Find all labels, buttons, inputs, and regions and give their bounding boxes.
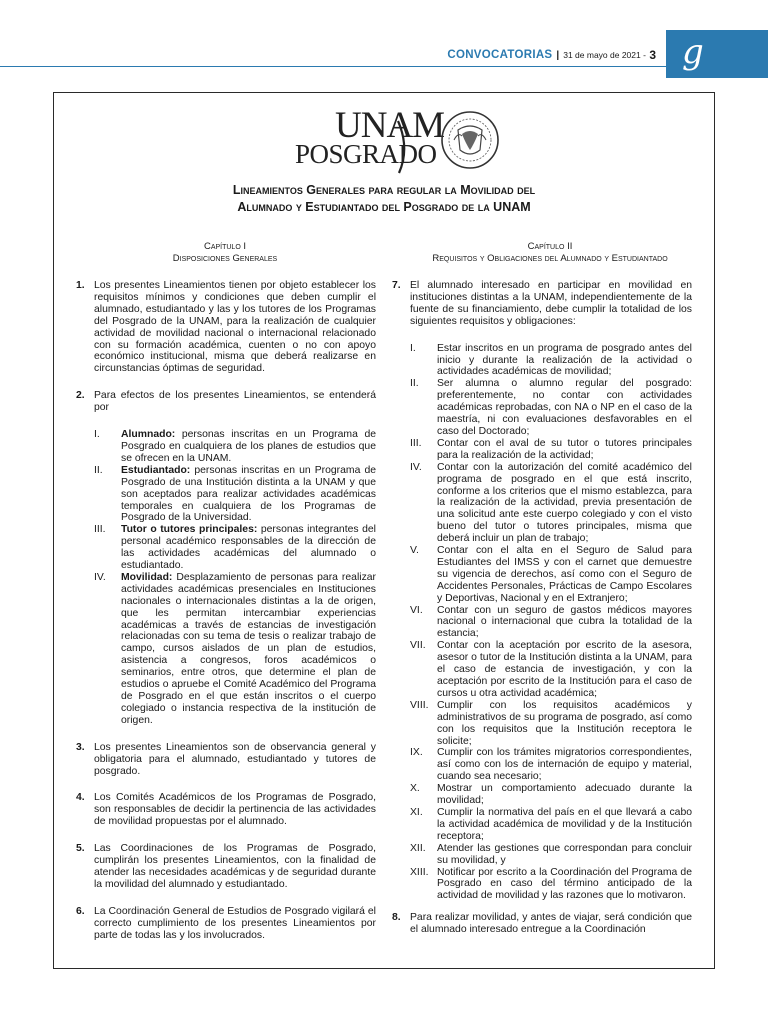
requirements-list: [410, 343, 692, 903]
requirement-item: [410, 783, 692, 807]
logo-posgrado-text: POSGRADO: [295, 139, 437, 169]
left-column: [76, 280, 376, 942]
requirement-item: [410, 462, 692, 545]
requirement-roman: XIII.: [410, 866, 429, 878]
article-text: El alumnado interesado en participar en movilidad en instituciones distintas a la UNAM, independientemente de la fuente de su financiamiento, debe cumplir la totalidad de los siguientes requisitos y obligaciones:: [410, 280, 692, 327]
requirement-text: Estar inscritos en un programa de posgrado antes del inicio y durante la realización de la actividad o actividades académicas de movilidad;: [437, 342, 692, 378]
header-dash: -: [640, 50, 649, 60]
requirement-text: Atender las gestiones que correspondan para concluir su movilidad, y: [437, 842, 692, 866]
requirement-text: Cumplir con los trámites migratorios correspondientes, así como con los de internación de equipo y material, cuando sea necesario;: [437, 747, 692, 783]
page-header: [440, 44, 656, 66]
article-4: [76, 792, 376, 828]
gaceta-logo-letter: g: [682, 32, 704, 72]
publication-date: 31 de mayo de 2021: [563, 50, 641, 60]
header-rule: [0, 66, 666, 67]
article-number: 2.: [76, 390, 85, 402]
definition-roman: IV.: [94, 571, 106, 583]
requirement-item: [410, 545, 692, 605]
requirement-item: [410, 343, 692, 379]
requirement-roman: VI.: [410, 604, 423, 616]
requirement-roman: I.: [410, 342, 416, 354]
article-text: Las Coordinaciones de los Programas de Posgrado, cumplirán los presentes Lineamientos, con la finalidad de atender las necesidades académicas y de seguridad durante la movilidad del alumnado y estudiantado.: [94, 843, 376, 890]
article-3: [76, 742, 376, 778]
article-text: Los Comités Académicos de los Programas de Posgrado, son responsables de decidir la pertinencia de las actividades de movilidad propuestas por el alumnado.: [94, 792, 376, 828]
requirement-roman: IV.: [410, 461, 422, 473]
article-8: [392, 912, 692, 936]
article-7: [392, 280, 692, 328]
article-text: Para realizar movilidad, y antes de viajar, será condición que el alumnado interesado entregue a la Coordinación: [410, 912, 692, 936]
definition-item: [94, 429, 376, 465]
article-text: Los presentes Lineamientos tienen por objeto establecer los requisitos mínimos y condiciones que deben cumplir el alumnado, estudiantado y las y los tutores de los Programas del Posgrado de la UNAM, para la realización de cualquier actividad de movilidad nacional o internacional relacionado con su formación académica, cuenten o no con apoyo económico institucional, misma que deberá realizarse en circunstancias óptimas de seguridad.: [94, 280, 376, 375]
requirement-text: Contar con el alta en el Seguro de Salud para Estudiantes del IMSS y con el carnet que demuestre su vigencia de derechos, así como con el Seguro de Accidentes Personales, Prácticas de Campo Escolares y Deportivas, Nacional y en el Extranjero;: [437, 545, 692, 604]
requirement-item: [410, 700, 692, 748]
definition-roman: III.: [94, 524, 106, 536]
chapter-1-name: Disposiciones Generales: [172, 253, 278, 264]
definition-term: Tutor o tutores principales:: [121, 524, 258, 536]
definition-term: Movilidad:: [121, 571, 173, 583]
chapter-2-name: Requisitos y Obligaciones del Alumnado y Estudiantado: [432, 253, 668, 264]
requirement-item: [410, 640, 692, 700]
requirement-text: Ser alumna o alumno regular del posgrado: preferentemente, no contar con actividades académicas reprobadas, con NA o NP en el caso de la maestría, ni con evaluaciones desfavorables en el caso del Doctorado;: [437, 378, 692, 437]
article-2: [76, 390, 376, 414]
chapter-2-label: Capítulo II: [527, 241, 573, 252]
requirement-roman: XII.: [410, 842, 426, 854]
requirement-roman: II.: [410, 378, 419, 390]
requirement-item: [410, 438, 692, 462]
requirement-text: Contar con el aval de su tutor o tutores principales para la realización de la actividad;: [437, 437, 692, 461]
definition-term: Alumnado:: [121, 429, 176, 441]
article-number: 3.: [76, 741, 85, 753]
article-1: [76, 280, 376, 375]
definition-roman: I.: [94, 429, 100, 441]
definition-text: personas integrantes del personal académico responsables de la dirección de las actividades académicas del alumnado o estudiantado.: [121, 524, 376, 572]
definitions-list: [94, 429, 376, 727]
requirement-roman: X.: [410, 783, 420, 795]
requirement-text: Notificar por escrito a la Coordinación del Programa de Posgrado en caso del término anticipado de la actividad de movilidad y las razones que lo motivaron.: [437, 866, 692, 902]
article-5: [76, 843, 376, 891]
definition-text: personas inscritas en un Programa de Posgrado de una Institución distinta a la UNAM y que son aceptados para realizar actividades académicas temporales en cualquiera de los Programas de Posgrado de la Universidad.: [121, 464, 376, 524]
article-number: 4.: [76, 792, 85, 804]
definition-roman: II.: [94, 464, 103, 476]
article-text: Para efectos de los presentes Lineamientos, se entenderá por: [94, 390, 376, 414]
requirement-item: [410, 747, 692, 783]
definition-text: personas inscritas en un Programa de Posgrado en cualquiera de los planes de estudios que se ofrecen en la UNAM.: [121, 429, 376, 464]
requirement-text: Cumplir con los requisitos académicos y administrativos de su programa de posgrado, así como con los requisitos que la Institución receptora le solicite;: [437, 699, 692, 747]
requirement-roman: VII.: [410, 640, 426, 652]
article-number: 8.: [392, 912, 401, 924]
requirement-text: Cumplir la normativa del país en el que llevará a cabo la actividad académica de movilidad y de la Institución receptora;: [437, 806, 692, 842]
definition-item: [94, 524, 376, 572]
chapter-1-heading: [60, 241, 390, 265]
requirement-item: [410, 843, 692, 867]
requirement-roman: III.: [410, 437, 422, 449]
document-title-line-1: Lineamientos Generales para regular la Movilidad del: [232, 183, 536, 197]
article-number: 6.: [76, 905, 85, 917]
chapter-1-label: Capítulo I: [203, 241, 247, 252]
requirement-roman: V.: [410, 545, 419, 557]
definition-text: Desplazamiento de personas para realizar actividades académicas presenciales en Instituciones nacionales o internacionales distintas a la de origen, que les permitan intercambiar experiencias académicas a través de estancias de investigación relacionadas con su tema de tesis o realizar trabajo de campo, cursos aislados de un plan de estudios, asistencia a congresos, foros académicos o seminarios, entre otros, que determine el plan de estudios o apruebe el Comité Académico del Programa de Posgrado en el que están inscritos o el cuerpo colegiado o instancia respectiva de la institución de origen.: [121, 571, 376, 726]
article-text: Los presentes Lineamientos son de observancia general y obligatoria para el alumnado, estudiantado y tutores de posgrado.: [94, 741, 376, 777]
document-title-line-2: Alumnado y Estudiantado del Posgrado de la UNAM: [237, 200, 531, 214]
requirement-roman: VIII.: [410, 699, 429, 711]
article-number: 5.: [76, 843, 85, 855]
header-separator: |: [556, 49, 560, 61]
article-text: La Coordinación General de Estudios de Posgrado vigilará el correcto cumplimiento de los presentes Lineamientos por parte de todas las y los involucrados.: [94, 905, 376, 941]
requirement-roman: XI.: [410, 806, 423, 818]
logo-swash: [295, 107, 445, 175]
article-number: 1.: [76, 280, 85, 291]
requirement-text: Mostrar un comportamiento adecuado durante la movilidad;: [437, 783, 692, 807]
definition-item: [94, 465, 376, 525]
requirement-item: [410, 605, 692, 641]
section-name: CONVOCATORIAS: [447, 49, 553, 61]
requirement-roman: IX.: [410, 747, 423, 759]
gaceta-logo-box: [666, 30, 768, 78]
logo-unam-text: UNAM: [335, 105, 445, 146]
chapter-2-heading: [395, 241, 705, 265]
page-number: 3: [649, 48, 656, 62]
definition-term: Estudiantado:: [121, 464, 191, 476]
article-6: [76, 906, 376, 942]
requirement-item: [410, 378, 692, 438]
requirement-item: [410, 867, 692, 903]
right-column: [392, 280, 692, 936]
requirement-text: Contar con la aceptación por escrito de la asesora, asesor o tutor de la Institución distinta a la UNAM, para el caso de estancia de investigación, y con la aceptación por escrito de la Institución para el caso de cursos u otra actividad académica;: [437, 640, 692, 699]
requirement-item: [410, 807, 692, 843]
definition-item: [94, 572, 376, 727]
article-number: 7.: [392, 280, 401, 291]
unam-seal-icon: [440, 110, 500, 170]
requirement-text: Contar con la autorización del comité académico del programa de posgrado en el que está inscrito, conforme a los criterios que el mismo establezca, para la realización de la actividad, previa presentación de una solicitud ante este cuerpo colegiado y con el visto bueno del tutor o tutores principales, misma que deberá incluir un plan de trabajo;: [437, 461, 692, 545]
requirement-text: Contar con un seguro de gastos médicos mayores nacional o internacional que cubra la totalidad de la estancia;: [437, 604, 692, 640]
